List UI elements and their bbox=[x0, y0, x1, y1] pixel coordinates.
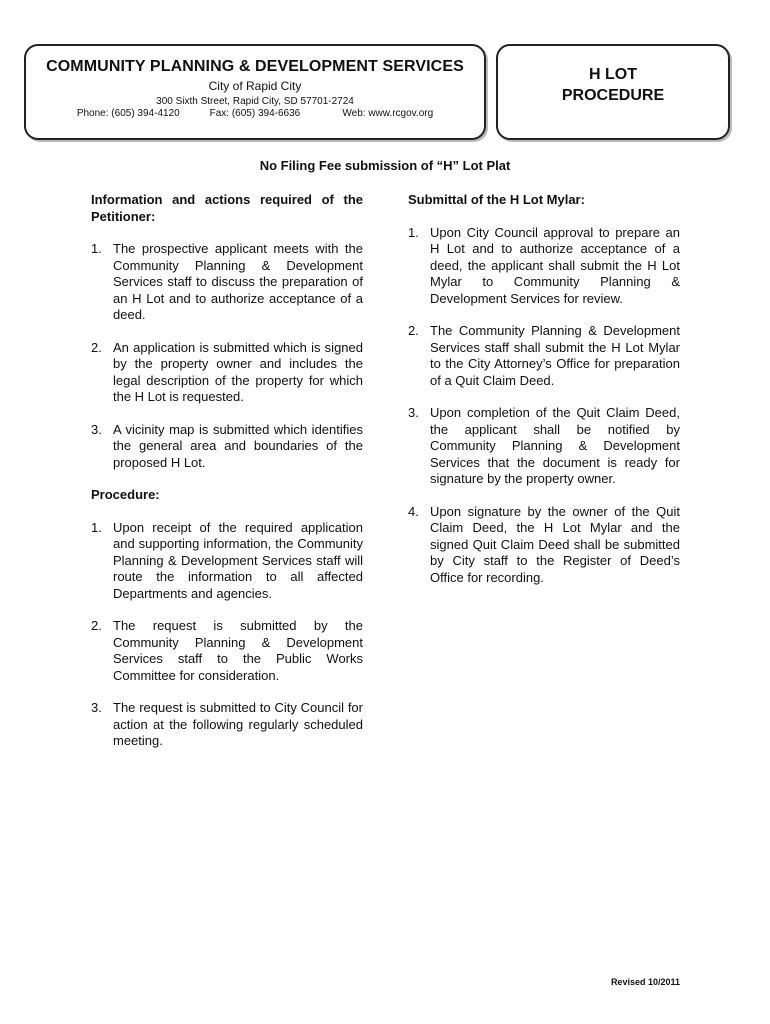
title-line-1: H LOT bbox=[589, 66, 637, 83]
list-item bbox=[91, 700, 363, 750]
item-text: The request is submitted by the Community Planning & Development Services staff to the Public Works Committee for consideration. bbox=[113, 618, 363, 683]
item-number: 1. bbox=[91, 241, 102, 256]
procedure-heading: Procedure: bbox=[91, 487, 160, 502]
item-number: 3. bbox=[408, 405, 419, 420]
item-number: 2. bbox=[91, 618, 102, 633]
list-item bbox=[91, 422, 363, 472]
list-item bbox=[91, 241, 363, 324]
org-name: COMMUNITY PLANNING & DEVELOPMENT SERVICES bbox=[46, 58, 464, 75]
item-text: Upon City Council approval to prepare an H Lot and to authorize acceptance of a deed, the applicant shall submit the H Lot Mylar to Community Planning & Development Services for review. bbox=[430, 224, 680, 306]
item-number: 4. bbox=[408, 503, 419, 519]
item-text: The prospective applicant meets with the Community Planning & Development Services staff to discuss the preparation of an H Lot and to authorize acceptance of a deed. bbox=[113, 241, 363, 322]
title-box bbox=[496, 44, 730, 140]
item-text: An application is submitted which is signed by the property owner and includes the legal description of the property for which the H Lot is requested. bbox=[113, 339, 363, 404]
item-text: Upon signature by the owner of the Quit Claim Deed, the H Lot Mylar and the signed Quit Claim Deed shall be submitted by City staff to the Register of Deed’s Office for recording. bbox=[430, 503, 680, 585]
right-column bbox=[408, 192, 680, 602]
document-subtitle: No Filing Fee submission of “H” Lot Plat bbox=[259, 158, 511, 173]
petitioner-heading: Information and actions required of the Petitioner: bbox=[91, 192, 363, 224]
left-column bbox=[91, 192, 363, 766]
revision-date: Revised 10/2011 bbox=[610, 977, 680, 987]
item-text: Upon completion of the Quit Claim Deed, the applicant shall be notified by Community Planning & Development Services that the document is ready for signature by the property owner. bbox=[430, 405, 680, 486]
title-line-2: PROCEDURE bbox=[561, 87, 665, 104]
item-number: 2. bbox=[91, 339, 102, 355]
petitioner-list bbox=[91, 241, 363, 471]
web-address: Web: www.rcgov.org bbox=[342, 108, 434, 119]
item-number: 2. bbox=[408, 323, 419, 338]
address: 300 Sixth Street, Rapid City, SD 57701-2724 bbox=[156, 96, 354, 107]
mylar-list bbox=[408, 225, 680, 587]
list-item bbox=[91, 340, 363, 406]
header-box bbox=[24, 44, 486, 140]
item-number: 3. bbox=[91, 700, 102, 715]
item-text: A vicinity map is submitted which identifies the general area and boundaries of the proposed H Lot. bbox=[113, 421, 363, 470]
item-text: Upon receipt of the required application and supporting information, the Community Planning & Development Services staff will route the information to all affected Departments and agencies. bbox=[113, 519, 363, 601]
mylar-heading: Submittal of the H Lot Mylar: bbox=[408, 192, 585, 207]
city-name: City of Rapid City bbox=[208, 79, 302, 93]
list-item bbox=[91, 618, 363, 684]
phone: Phone: (605) 394-4120 bbox=[76, 108, 180, 119]
item-number: 3. bbox=[91, 421, 102, 437]
list-item bbox=[91, 520, 363, 603]
item-number: 1. bbox=[91, 519, 102, 535]
list-item bbox=[408, 323, 680, 389]
item-number: 1. bbox=[408, 224, 419, 240]
contact-line bbox=[26, 108, 484, 119]
procedure-list bbox=[91, 520, 363, 750]
list-item bbox=[408, 405, 680, 488]
list-item bbox=[408, 225, 680, 308]
list-item bbox=[408, 504, 680, 587]
item-text: The request is submitted to City Council for action at the following regularly scheduled meeting. bbox=[113, 700, 363, 748]
fax: Fax: (605) 394-6636 bbox=[209, 108, 301, 119]
item-text: The Community Planning & Development Services staff shall submit the H Lot Mylar to the City Attorney’s Office for preparation of a Quit Claim Deed. bbox=[430, 323, 680, 388]
